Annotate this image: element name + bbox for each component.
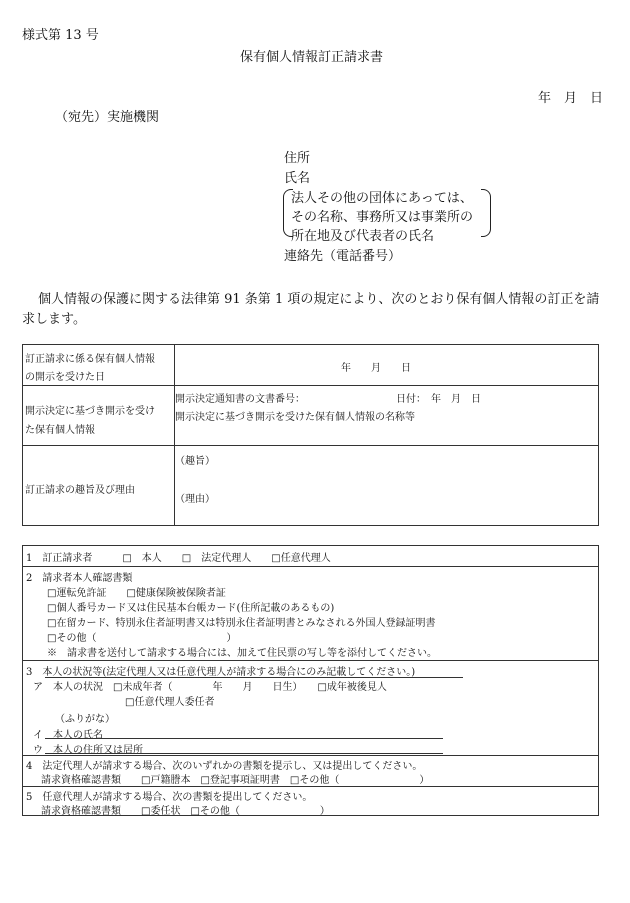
- row-divider: [23, 385, 598, 386]
- requester-type-row[interactable]: 1 訂正請求者 □ 本人 □ 法定代理人 □任意代理人: [26, 553, 331, 564]
- addressee: （宛先）実施機関: [55, 110, 160, 125]
- principal-status-title: 3 本人の状況等(法定代理人又は任意代理人が請求する場合にのみ記載してください。): [26, 667, 416, 678]
- corp-note-line2: その名称、事務所又は事業所の: [291, 210, 474, 225]
- correction-table: [22, 344, 599, 526]
- corp-note-line1: 法人その他の団体にあっては、: [291, 191, 473, 206]
- purpose-reason-label: 訂正請求の趣旨及び理由: [25, 485, 135, 496]
- intro-line1: 個人情報の保護に関する法律第 91 条第 1 項の規定により、次のとおり保有個人情報の訂正を請: [38, 292, 600, 307]
- reason-field[interactable]: （理由）: [175, 494, 215, 505]
- id-docs-title: 2 請求者本人確認書類: [26, 573, 133, 584]
- legal-agent-docs[interactable]: 請求資格確認書類 □戸籍謄本 □登記事項証明書 □その他（ ）: [41, 775, 430, 786]
- principal-address-line[interactable]: [45, 753, 443, 754]
- disclosure-date-value[interactable]: 年 月 日: [341, 363, 411, 374]
- id-docs-other[interactable]: □その他（ ）: [47, 633, 237, 644]
- disclosure-date-label-1: 訂正請求に係る保有個人情報: [25, 354, 155, 365]
- disclosed-info-name[interactable]: 開示決定に基づき開示を受けた保有個人情報の名称等: [175, 412, 415, 423]
- requester-info-table: [22, 545, 599, 816]
- intro-line2: 求します。: [22, 312, 86, 327]
- principal-name-label: イ 本人の氏名: [33, 730, 103, 741]
- right-brace: [481, 189, 491, 237]
- contact-label: 連絡先（電話番号）: [284, 249, 402, 264]
- form-title: 保有個人情報訂正請求書: [240, 50, 384, 65]
- form-number: 様式第 13 号: [22, 28, 99, 43]
- legal-agent-title: 4 法定代理人が請求する場合、次のいずれかの書類を提示し、又は提出してください。: [26, 761, 423, 772]
- principal-address-label: ウ 本人の住所又は居所: [33, 745, 143, 756]
- purpose-field[interactable]: （趣旨）: [175, 456, 215, 467]
- id-docs-line1[interactable]: □運転免許証 □健康保険被保険者証: [47, 588, 226, 599]
- row-divider: [23, 660, 598, 661]
- date-line: 年 月 日: [538, 91, 604, 106]
- notice-doc-number[interactable]: 開示決定通知書の文書番号：: [175, 394, 305, 405]
- name-label: 氏名: [284, 171, 311, 186]
- voluntary-agent-docs[interactable]: 請求資格確認書類 □委任状 □その他（ ）: [41, 806, 330, 817]
- id-docs-line2[interactable]: □個人番号カード又は住民基本台帳カード(住所記載のあるもの): [47, 603, 335, 614]
- row-divider: [23, 786, 598, 787]
- row-divider: [23, 566, 598, 567]
- principal-status-a[interactable]: ア 本人の状況 □未成年者（ 年 月 日生） □成年被後見人: [33, 682, 387, 693]
- corp-note-line3: 所在地及び代表者の氏名: [291, 229, 435, 244]
- furigana-label: （ふりがな）: [55, 714, 115, 725]
- disclosure-date-label-2: の開示を受けた日: [25, 372, 105, 383]
- id-docs-line3[interactable]: □在留カード、特別永住者証明書又は特別永住者証明書とみなされる外国人登録証明書: [47, 618, 436, 629]
- disclosed-info-label-1: 開示決定に基づき開示を受け: [25, 406, 155, 417]
- principal-name-line[interactable]: [45, 738, 443, 739]
- voluntary-agent-title: 5 任意代理人が請求する場合、次の書類を提出してください。: [26, 792, 313, 803]
- principal-status-a2[interactable]: □任意代理人委任者: [125, 697, 215, 708]
- disclosed-info-label-2: た保有個人情報: [25, 425, 95, 436]
- id-docs-note: ※ 請求書を送付して請求する場合には、加えて住民票の写し等を添付してください。: [47, 648, 437, 659]
- notice-date[interactable]: 日付： 年 月 日: [396, 394, 481, 405]
- address-label: 住所: [284, 151, 311, 166]
- row-divider: [23, 445, 598, 446]
